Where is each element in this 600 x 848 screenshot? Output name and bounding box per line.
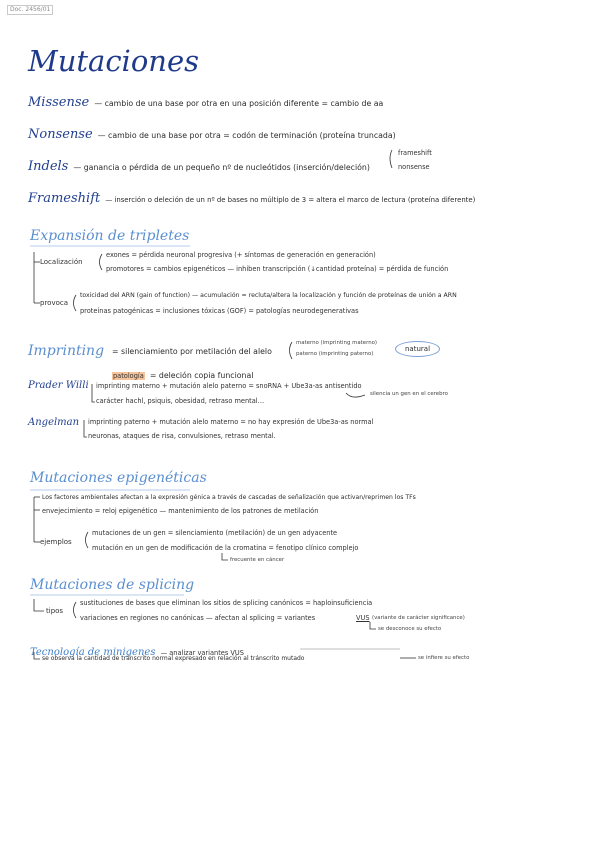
epigeneticas-line2: envejecimiento = reloj epigenético — mantenimiento de los patrones de metilación bbox=[42, 507, 319, 515]
prader-willi-line1: imprinting materno + mutación alelo paterno = snoRNA + Ube3a-as antisentido bbox=[96, 382, 362, 390]
natural-oval: natural bbox=[395, 341, 440, 357]
indels-branch-nonsense: nonsense bbox=[398, 163, 430, 171]
ejemplo-item: mutación en un gen de modificación de la cromatina = fenotipo clínico complejo bbox=[92, 544, 359, 552]
localizacion-item: promotores = cambios epigenéticos — inhiben transcripción (↓cantidad proteína) = pérdida de función bbox=[106, 265, 449, 273]
document-tag: Doc. 2456/01 bbox=[7, 5, 53, 15]
prader-willi-label: Prader Willi bbox=[28, 380, 89, 391]
ejemplos-label: ejemplos bbox=[40, 538, 72, 546]
tipo-item: sustituciones de bases que eliminan los sitios de splicing canónicos = haploinsuficiencia bbox=[80, 599, 373, 607]
imprinting-text: = silenciamiento por metilación del alelo bbox=[112, 347, 272, 356]
vus-label: VUS bbox=[356, 614, 370, 622]
tipos-label: tipos bbox=[46, 607, 64, 615]
definition-text: — cambio de una base por otra en una posición diferente = cambio de aa bbox=[94, 99, 384, 108]
minigenes-text: — analizar variantes VUS bbox=[160, 649, 244, 657]
arrow-note bbox=[346, 393, 365, 397]
bracket bbox=[370, 622, 376, 629]
ejemplos-note: frecuente en cáncer bbox=[230, 557, 285, 563]
provoca-label: provoca bbox=[40, 299, 69, 307]
heading-expansion: Expansión de tripletes bbox=[30, 228, 190, 244]
heading-imprinting: Imprinting bbox=[28, 343, 105, 359]
brace bbox=[74, 602, 77, 618]
term-indels: Indels bbox=[28, 159, 69, 174]
bracket bbox=[222, 553, 228, 560]
vus-subnote: se desconoce su efecto bbox=[378, 626, 442, 632]
angelman-label: Angelman bbox=[28, 417, 80, 428]
term-missense: Missense bbox=[28, 95, 90, 110]
indels-branch-frameshift: frameshift bbox=[398, 149, 432, 157]
definition-text: — ganancia o pérdida de un pequeño nº de nucleótidos (inserción/deleción) bbox=[73, 163, 370, 172]
definition-text: — inserción o deleción de un nº de bases no múltiplo de 3 = altera el marco de lectura (proteína diferente) bbox=[105, 196, 476, 204]
minigenes-result: se infiere su efecto bbox=[418, 655, 470, 661]
prader-willi-note: silencia un gen en el cerebro bbox=[370, 391, 448, 397]
brace bbox=[100, 254, 103, 270]
epigeneticas-line1: Los factores ambientales afectan a la expresión génica a través de cascadas de señalización que activan/reprimen los TFs bbox=[42, 494, 416, 501]
provoca-item: toxicidad del ARN (gain of function) — acumulación = recluta/altera la localización y función de proteínas de unión a ARN bbox=[80, 292, 457, 299]
brace bbox=[390, 150, 392, 168]
brace bbox=[74, 295, 77, 311]
patologia-text: = deleción copia funcional bbox=[149, 371, 254, 380]
angelman-line1: imprinting paterno + mutación alelo materno = no hay expresión de Ube3a-as normal bbox=[88, 418, 374, 426]
provoca-item: proteínas patogénicas = inclusiones tóxicas (GOF) = patologías neurodegenerativas bbox=[80, 307, 359, 315]
tree-line bbox=[34, 599, 44, 611]
imprinting-branch: paterno (imprinting paterno) bbox=[296, 351, 374, 357]
definition-text: — cambio de una base por otra = codón de terminación (proteína truncada) bbox=[97, 131, 396, 140]
term-nonsense: Nonsense bbox=[28, 127, 93, 142]
brace bbox=[290, 342, 293, 359]
minigenes-line: se observa la cantidad de tránscrito normal expresado en relación al tránscrito mutado bbox=[42, 655, 305, 662]
bracket bbox=[92, 384, 95, 402]
tipo-item: variaciones en regiones no canónicas — afectan al splicing = variantes bbox=[80, 614, 316, 622]
prader-willi-line2: carácter hachl, psiquis, obesidad, retraso mental… bbox=[96, 397, 265, 405]
localizacion-label: Localización bbox=[40, 258, 83, 266]
heading-minigenes: Tecnología de minigenes bbox=[30, 647, 156, 658]
heading-epigeneticas: Mutaciones epigenéticas bbox=[30, 470, 207, 486]
tree-line bbox=[34, 652, 40, 659]
bracket bbox=[84, 420, 87, 437]
vus-note: (variante de carácter significance) bbox=[372, 615, 465, 621]
patologia-highlight: patología bbox=[113, 372, 144, 380]
localizacion-item: exones = pérdida neuronal progresiva (+ síntomas de generación en generación) bbox=[106, 251, 376, 259]
page-title: Mutaciones bbox=[28, 44, 200, 78]
term-frameshift: Frameshift bbox=[28, 191, 101, 206]
angelman-line2: neuronas, ataques de risa, convulsiones, retraso mental. bbox=[88, 432, 276, 440]
imprinting-branch: materno (imprinting materno) bbox=[296, 340, 378, 346]
ejemplo-item: mutaciones de un gen = silenciamiento (metilación) de un gen adyacente bbox=[92, 529, 338, 537]
brace bbox=[86, 532, 89, 548]
heading-splicing: Mutaciones de splicing bbox=[30, 577, 195, 593]
